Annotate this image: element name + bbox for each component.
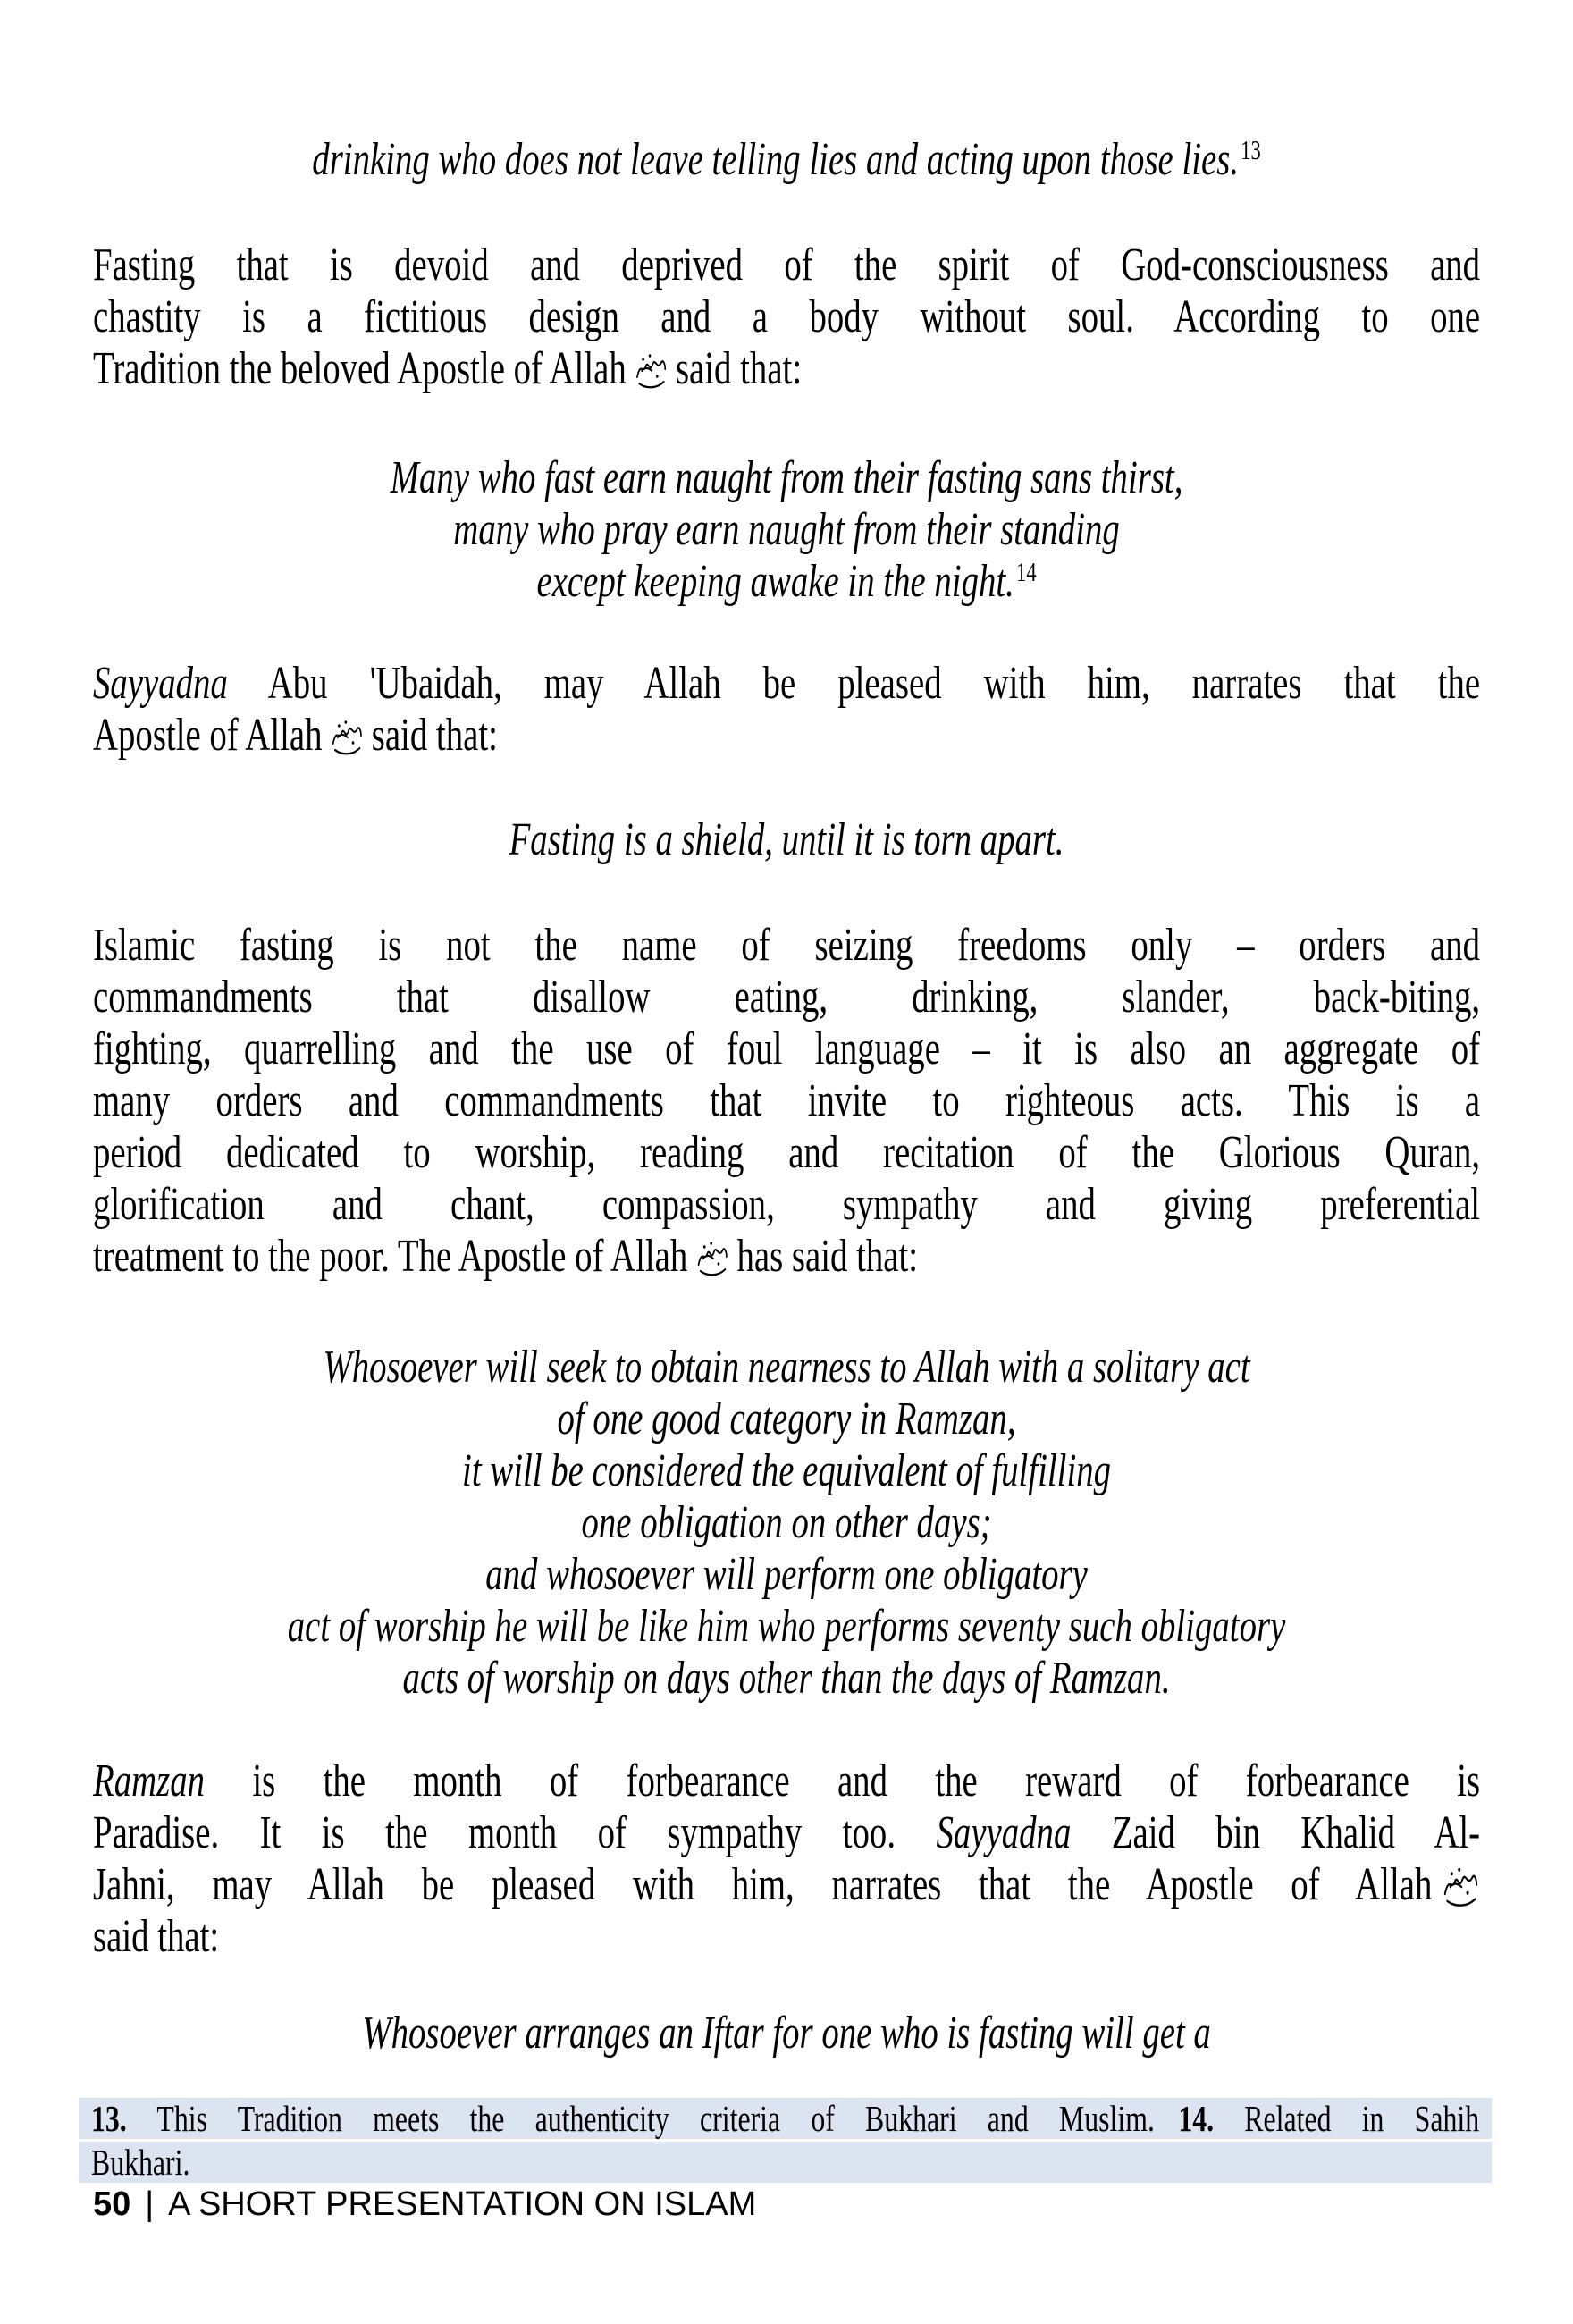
text-segment: many orders and commandments that invite to righteous acts. This is a — [93, 1075, 1481, 1126]
quote-text: drinking who does not leave telling lies and acting upon those lies. — [312, 134, 1240, 185]
footnote-ref-14: 14 — [1016, 557, 1037, 588]
text-segment: said that: — [675, 343, 803, 394]
text-line — [93, 972, 1480, 1023]
text-line — [93, 1911, 1480, 1963]
text-segment-italic: Ramzan — [93, 1756, 206, 1806]
paragraph-ramzan-forbearance — [93, 1756, 1480, 1963]
quote-fasting-shield — [93, 814, 1480, 866]
text-line — [93, 240, 1480, 291]
text-segment: Apostle of Allah — [93, 710, 323, 761]
text-line — [93, 1127, 1480, 1179]
paragraph-abu-ubaidah — [93, 658, 1480, 762]
text-line — [93, 658, 1480, 710]
quote-text: it will be considered the equivalent of fulfilling — [462, 1445, 1112, 1496]
pbuh-calligraphy-icon — [635, 350, 668, 392]
text-segment: chastity is a fictitious design and a body without soul. According to one — [93, 291, 1481, 342]
quote-tradition-lies — [93, 134, 1480, 191]
quote-line — [93, 1497, 1480, 1549]
footnote-block — [79, 2098, 1492, 2183]
footnote-13-label: 13. — [90, 2098, 127, 2139]
quote-line — [93, 1549, 1480, 1601]
text-line — [93, 1023, 1480, 1075]
text-segment: treatment to the poor. The Apostle of Allah — [93, 1231, 688, 1282]
quote-many-who-fast — [93, 452, 1480, 613]
footnote-line — [79, 2142, 1492, 2183]
text-segment: glorification and chant, compassion, sympathy and giving preferential — [93, 1179, 1481, 1230]
quote-text: Whosoever arranges an Iftar for one who is fasting will get a — [362, 2008, 1211, 2059]
text-segment: period dedicated to worship, reading and recitation of the Glorious Quran, — [93, 1127, 1481, 1178]
footer-separator: | — [145, 2185, 155, 2223]
quote-line — [93, 1342, 1480, 1394]
text-segment-italic: Sayyadna — [93, 658, 228, 709]
footnote-14-label: 14. — [1178, 2098, 1215, 2139]
text-segment: has said that: — [736, 1231, 919, 1282]
text-line — [93, 920, 1480, 972]
running-title: A SHORT PRESENTATION ON ISLAM — [168, 2185, 757, 2223]
text-line — [93, 291, 1480, 343]
quote-whosoever-nearness — [93, 1342, 1480, 1705]
text-segment: said that: — [93, 1911, 220, 1962]
footnote-line — [79, 2098, 1492, 2139]
quote-line — [93, 452, 1480, 504]
quote-line — [93, 1394, 1480, 1445]
quote-line — [93, 1601, 1480, 1653]
quote-text: Whosoever will seek to obtain nearness to Allah with a solitary act — [323, 1342, 1250, 1393]
text-segment: is the month of forbearance and the reward of forbearance is — [205, 1756, 1481, 1806]
quote-iftar — [93, 2008, 1480, 2059]
quote-line — [93, 556, 1480, 613]
quote-text: many who pray earn naught from their standing — [453, 504, 1120, 555]
page-number: 50 — [93, 2185, 131, 2223]
pbuh-calligraphy-icon — [330, 717, 363, 758]
text-line — [93, 1179, 1480, 1231]
text-segment: Abu 'Ubaidah, may Allah be pleased with him, narrates that the — [227, 658, 1481, 709]
pbuh-calligraphy-icon — [1442, 1864, 1480, 1910]
quote-line — [93, 1445, 1480, 1497]
text-segment: Tradition the beloved Apostle of Allah — [93, 343, 627, 394]
text-segment: commandments that disallow eating, drinking, slander, back-biting, — [93, 972, 1481, 1023]
text-line — [93, 1756, 1480, 1807]
quote-text: act of worship he will be like him who performs seventy such obligatory — [287, 1601, 1286, 1652]
text-line — [93, 343, 1480, 395]
text-segment: said that: — [371, 710, 498, 761]
text-line — [93, 1075, 1480, 1127]
quote-text: except keeping awake in the night. — [536, 556, 1014, 607]
quote-text: Many who fast earn naught from their fasting sans thirst, — [390, 452, 1183, 503]
pbuh-calligraphy-icon — [695, 1238, 728, 1279]
quote-text: of one good category in Ramzan, — [557, 1394, 1016, 1444]
quote-text: Fasting is a shield, until it is torn apart. — [509, 814, 1064, 865]
text-line — [93, 1807, 1480, 1859]
text-line — [93, 710, 1480, 762]
page-footer — [93, 2185, 756, 2224]
footnote-ref-13: 13 — [1241, 135, 1261, 166]
footnote-13-text: This Tradition meets the authenticity criteria of Bukhari and Muslim. — [126, 2098, 1155, 2139]
quote-text: and whosoever will perform one obligatory — [485, 1549, 1088, 1600]
text-segment: Islamic fasting is not the name of seizing freedoms only – orders and — [93, 920, 1481, 971]
quote-line — [93, 504, 1480, 556]
text-segment: fighting, quarrelling and the use of foul language – it is also an aggregate of — [93, 1023, 1481, 1074]
quote-text: acts of worship on days other than the days of Ramzan. — [402, 1653, 1171, 1704]
text-segment: Jahni, may Allah be pleased with him, narrates that the Apostle of Allah — [93, 1859, 1433, 1910]
quote-text: one obligation on other days; — [581, 1497, 992, 1548]
text-segment-italic: Sayyadna — [936, 1807, 1072, 1858]
text-line — [93, 1231, 1480, 1283]
footnote-14-text: Related in Sahih — [1214, 2098, 1480, 2139]
text-segment: Fasting that is devoid and deprived of the spirit of God-consciousness and — [93, 240, 1481, 290]
text-segment: Paradise. It is the month of sympathy too. — [93, 1807, 937, 1858]
footnote-14-text-continued: Bukhari. — [90, 2142, 190, 2183]
paragraph-fasting-devoid — [93, 240, 1480, 395]
text-line — [93, 1859, 1480, 1911]
paragraph-islamic-fasting — [93, 920, 1480, 1283]
quote-line — [93, 1653, 1480, 1705]
text-segment: Zaid bin Khalid Al- — [1071, 1807, 1481, 1858]
